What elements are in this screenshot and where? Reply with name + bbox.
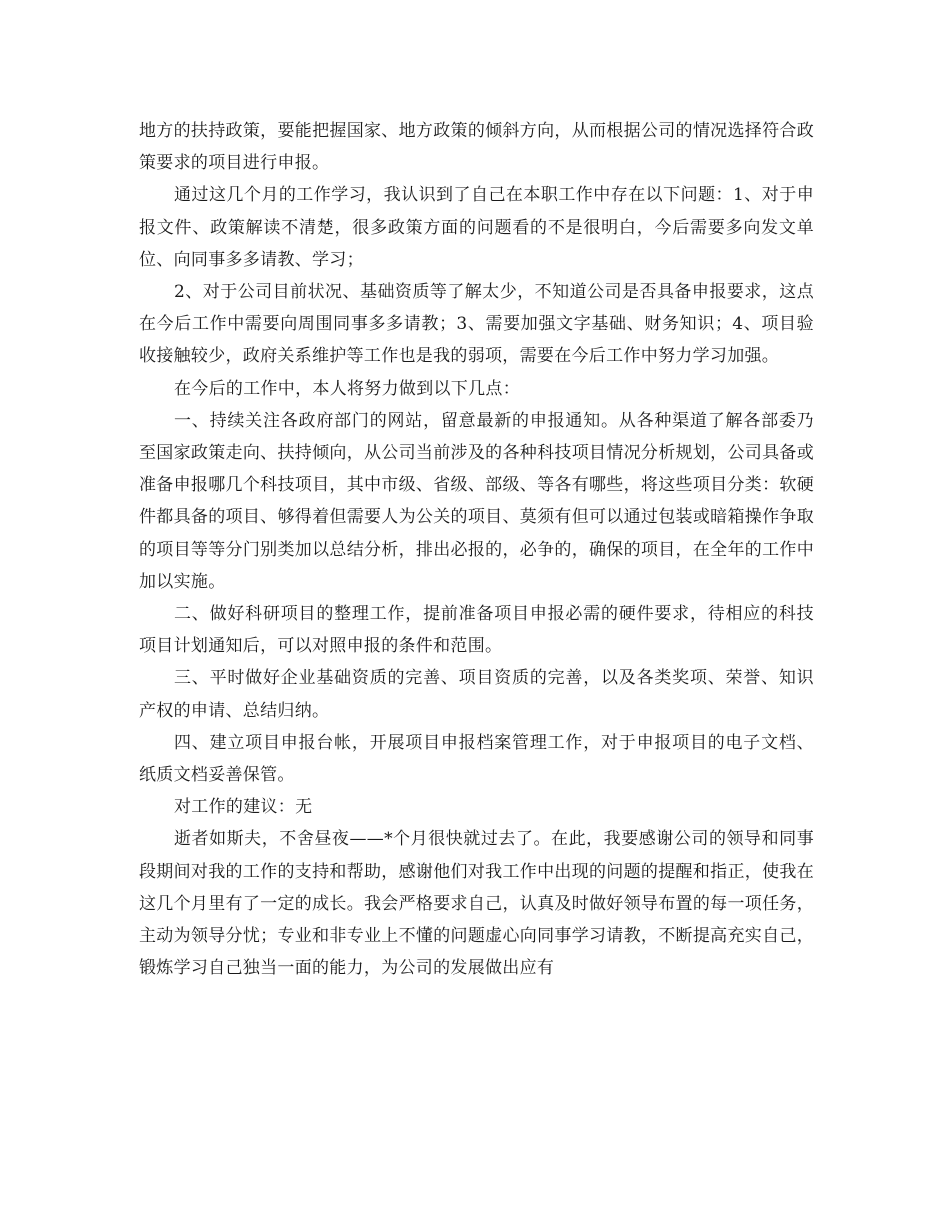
- paragraph-plan-4: 四、建立项目申报台帐，开展项目申报档案管理工作，对于申报项目的电子文档、纸质文档妥善保管。: [139, 732, 814, 786]
- document-body: [139, 115, 814, 984]
- paragraph-plan-1: 一、持续关注各政府部门的网站，留意最新的申报通知。从各种渠道了解各部委乃至国家政策走向、扶持倾向，从公司当前涉及的各种科技项目情况分析规划，公司具备或准备申报哪几个科技项目，其中市级、省级、部级、等各有哪些，将这些项目分类：软硬件都具备的项目、够得着但需要人为公关的项目、莫须有但可以通过包装或暗箱操作争取的项目等等分门别类加以总结分析，排出必报的，必争的，确保的项目，在全年的工作中加以实施。: [139, 410, 814, 592]
- paragraph-closing: 逝者如斯夫，不舍昼夜——*个月很快就过去了。在此，我要感谢公司的领导和同事段期间对我的工作的支持和帮助，感谢他们对我工作中出现的问题的提醒和指正，使我在这几个月里有了一定的成长。我会严格要求自己，认真及时做好领导布置的每一项任务，主动为领导分忧；专业和非专业上不懂的问题虚心向同事学习请教，不断提高充实自己，锻炼学习自己独当一面的能力，为公司的发展做出应有: [139, 829, 814, 979]
- paragraph-problems-list: 2、对于公司目前状况、基础资质等了解太少，不知道公司是否具备申报要求，这点在今后工作中需要向周围同事多多请教；3、需要加强文字基础、财务知识；4、项目验收接触较少，政府关系维护等工作也是我的弱项，需要在今后工作中努力学习加强。: [139, 282, 814, 367]
- paragraph-plan-2: 二、做好科研项目的整理工作，提前准备项目申报必需的硬件要求，待相应的科技项目计划通知后，可以对照申报的条件和范围。: [139, 604, 814, 657]
- paragraph-plan-3: 三、平时做好企业基础资质的完善、项目资质的完善，以及各类奖项、荣誉、知识产权的申请、总结归纳。: [139, 668, 814, 721]
- paragraph-problems-intro: 通过这几个月的工作学习，我认识到了自己在本职工作中存在以下问题：1、对于申报文件、政策解读不清楚，很多政策方面的问题看的不是很明白，今后需要多向发文单位、向同事多多请教、学习；: [139, 185, 814, 270]
- paragraph-plans-intro: 在今后的工作中，本人将努力做到以下几点：: [174, 378, 520, 399]
- paragraph-policy-continuation: 地方的扶持政策，要能把握国家、地方政策的倾斜方向，从而根据公司的情况选择符合政策要求的项目进行申报。: [139, 121, 814, 174]
- paragraph-suggestions: 对工作的建议：无: [174, 797, 313, 818]
